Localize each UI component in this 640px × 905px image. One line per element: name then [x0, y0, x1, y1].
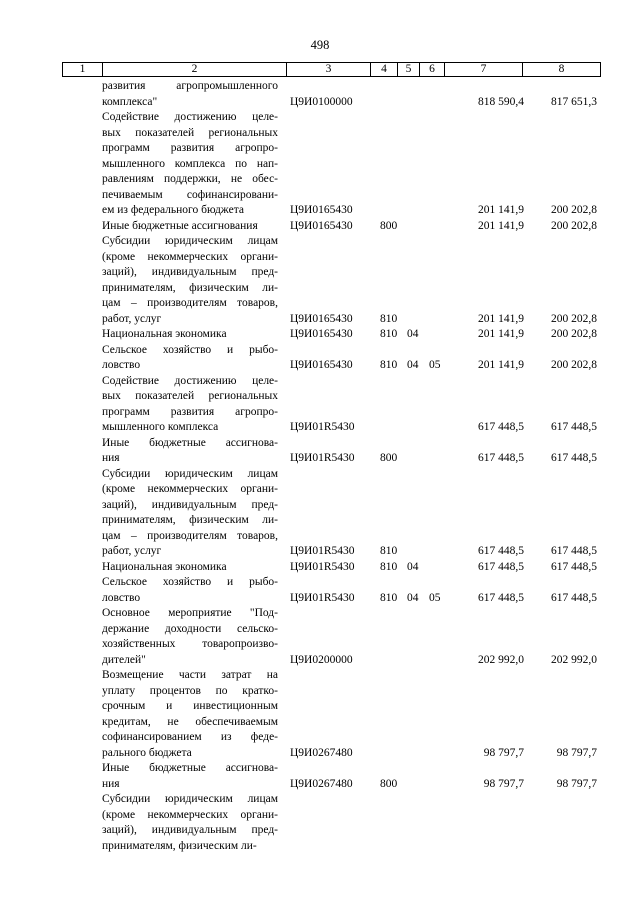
description-line: кредитам, не обеспечиваемым: [102, 715, 278, 728]
amount-col-7: 201 141,9: [478, 359, 524, 371]
description-line: Иные бюджетные ассигнова-: [102, 762, 278, 774]
row-description: [102, 436, 278, 467]
header-col-2: 2: [103, 63, 287, 77]
description-line: принимателям, физическим ли-: [102, 514, 278, 526]
budget-code: Ц9И01R5430: [290, 591, 355, 604]
description-line: Национальная экономика: [102, 328, 227, 340]
budget-code: Ц9И0200000: [290, 653, 353, 666]
description-line: держание доходности сельско-: [102, 622, 278, 635]
table-row: [0, 467, 640, 560]
row-description: [102, 79, 278, 110]
description-line: ловство: [102, 359, 141, 371]
amount-col-8: 202 992,0: [551, 653, 597, 666]
table-row: [0, 343, 640, 374]
description-line: Национальная экономика: [102, 560, 227, 573]
budget-code: Ц9И0165430: [290, 219, 353, 232]
header-col-8: 8: [523, 63, 601, 77]
subsection-code: 05: [429, 359, 441, 371]
amount-col-8: 98 797,7: [556, 777, 597, 790]
description-line: хозяйственных товаропроизво-: [102, 638, 278, 650]
amount-col-7: 201 141,9: [478, 312, 524, 325]
description-line: (кроме некоммерческих органи-: [102, 483, 278, 495]
description-line: Содействие достижению целе-: [102, 111, 278, 123]
budget-code: Ц9И01R5430: [290, 452, 355, 464]
description-line: ния: [102, 777, 120, 790]
description-line: мышленного комплекса: [102, 421, 219, 433]
budget-code: Ц9И0165430: [290, 312, 353, 325]
amount-col-7: 201 141,9: [478, 219, 524, 232]
amount-col-7: 617 448,5: [478, 545, 524, 557]
description-line: Субсидии юридическим лицам: [102, 793, 278, 805]
amount-col-8: 200 202,8: [551, 204, 597, 216]
row-description: [102, 761, 278, 792]
section-code: 04: [407, 359, 419, 371]
amount-col-8: 817 651,3: [551, 95, 597, 108]
budget-code: Ц9И0267480: [290, 777, 353, 790]
table-row: [0, 761, 640, 792]
row-description: [102, 668, 278, 761]
header-col-3: 3: [287, 63, 371, 77]
expense-type: 810: [380, 545, 398, 557]
expense-type: 810: [380, 591, 398, 604]
description-line: мышленного комплекса по нап-: [102, 157, 278, 170]
amount-col-7: 202 992,0: [478, 653, 524, 666]
row-description: [102, 234, 278, 327]
description-line: Основное мероприятие "Под-: [102, 607, 278, 619]
description-line: ем из федерального бюджета: [102, 204, 244, 216]
row-description: [102, 374, 278, 436]
description-line: вых показателей региональных: [102, 126, 278, 139]
expense-type: 810: [380, 359, 398, 371]
row-description: [102, 327, 278, 343]
description-line: Субсидии юридическим лицам: [102, 235, 278, 247]
budget-code: Ц9И01R5430: [290, 421, 355, 433]
description-line: равлениям поддержки, не обес-: [102, 173, 278, 185]
description-line: развития агропромышленного: [102, 80, 278, 92]
amount-col-8: 200 202,8: [551, 312, 597, 325]
description-line: дителей": [102, 653, 146, 666]
amount-col-7: 617 448,5: [478, 591, 524, 604]
description-line: (кроме некоммерческих органи-: [102, 808, 278, 821]
table-row: [0, 606, 640, 668]
description-line: Иные бюджетные ассигнования: [102, 219, 258, 232]
description-line: ния: [102, 452, 120, 464]
amount-col-8: 617 448,5: [551, 421, 597, 433]
amount-col-7: 98 797,7: [483, 777, 524, 790]
amount-col-8: 617 448,5: [551, 560, 597, 573]
budget-code: Ц9И01R5430: [290, 560, 355, 573]
table-row: [0, 560, 640, 576]
row-description: [102, 792, 278, 854]
description-line: вых показателей региональных: [102, 390, 278, 402]
section-code: 04: [407, 591, 419, 604]
table-row: [0, 792, 640, 854]
budget-code: Ц9И0100000: [290, 95, 353, 108]
amount-col-7: 818 590,4: [478, 95, 524, 108]
table-row: [0, 327, 640, 343]
amount-col-8: 617 448,5: [551, 545, 597, 557]
description-line: Субсидии юридическим лицам: [102, 467, 278, 480]
description-line: заций), индивидуальным пред-: [102, 266, 278, 278]
budget-code: Ц9И0267480: [290, 746, 353, 759]
amount-col-8: 200 202,8: [551, 219, 597, 232]
row-description: [102, 575, 278, 606]
amount-col-7: 617 448,5: [478, 452, 524, 464]
row-description: [102, 110, 278, 219]
description-line: Сельское хозяйство и рыбо-: [102, 343, 278, 356]
expense-type: 800: [380, 219, 398, 232]
header-col-4: 4: [371, 63, 398, 77]
amount-col-8: 617 448,5: [551, 452, 597, 464]
description-line: софинансированием из феде-: [102, 731, 278, 743]
page-number: 498: [310, 38, 330, 52]
description-line: принимателям, физическим ли-: [102, 281, 278, 294]
budget-code: Ц9И01R5430: [290, 545, 355, 557]
table-row: [0, 110, 640, 219]
description-line: уплату процентов по кратко-: [102, 684, 278, 697]
amount-col-8: 617 448,5: [551, 591, 597, 604]
description-line: (кроме некоммерческих органи-: [102, 250, 278, 263]
expense-type: 800: [380, 452, 398, 464]
section-code: 04: [407, 328, 419, 340]
budget-code: Ц9И0165430: [290, 328, 353, 340]
description-line: срочным и инвестиционным: [102, 700, 278, 712]
column-header-row: [62, 62, 601, 77]
budget-code: Ц9И0165430: [290, 359, 353, 371]
table-row: [0, 79, 640, 110]
amount-col-7: 617 448,5: [478, 560, 524, 573]
description-line: заций), индивидуальным пред-: [102, 824, 278, 836]
header-col-5: 5: [398, 63, 420, 77]
amount-col-8: 200 202,8: [551, 328, 597, 340]
amount-col-7: 201 141,9: [478, 204, 524, 216]
description-line: цам – производителям товаров,: [102, 297, 278, 309]
table-row: [0, 668, 640, 761]
budget-code: Ц9И0165430: [290, 204, 353, 216]
description-line: Содействие достижению целе-: [102, 374, 278, 387]
table-row: [0, 575, 640, 606]
description-line: программ развития агропро-: [102, 405, 278, 418]
description-line: принимателям, физическим ли-: [102, 839, 257, 852]
row-description: [102, 606, 278, 668]
row-description: [102, 560, 278, 576]
table-row: [0, 374, 640, 436]
description-line: печиваемым софинансировани-: [102, 188, 278, 201]
section-code: 04: [407, 560, 419, 573]
description-line: заций), индивидуальным пред-: [102, 498, 278, 511]
amount-col-7: 98 797,7: [483, 746, 524, 759]
header-col-1: 1: [63, 63, 103, 77]
row-description: [102, 219, 278, 235]
description-line: работ, услуг: [102, 545, 162, 557]
expense-type: 810: [380, 560, 398, 573]
description-line: рального бюджета: [102, 746, 192, 759]
expense-type: 810: [380, 328, 398, 340]
row-description: [102, 467, 278, 560]
header-col-6: 6: [420, 63, 445, 77]
amount-col-8: 98 797,7: [556, 746, 597, 759]
table-row: [0, 234, 640, 327]
description-line: Сельское хозяйство и рыбо-: [102, 576, 278, 588]
description-line: работ, услуг: [102, 312, 162, 325]
amount-col-8: 200 202,8: [551, 359, 597, 371]
budget-table-body: [0, 79, 640, 854]
expense-type: 810: [380, 312, 398, 325]
description-line: ловство: [102, 591, 141, 604]
description-line: цам – производителям товаров,: [102, 529, 278, 542]
subsection-code: 05: [429, 591, 441, 604]
description-line: Иные бюджетные ассигнова-: [102, 436, 278, 449]
header-col-7: 7: [445, 63, 523, 77]
description-line: Возмещение части затрат на: [102, 669, 278, 681]
table-row: [0, 219, 640, 235]
table-row: [0, 436, 640, 467]
amount-col-7: 617 448,5: [478, 421, 524, 433]
description-line: комплекса": [102, 95, 158, 108]
expense-type: 800: [380, 777, 398, 790]
row-description: [102, 343, 278, 374]
description-line: программ развития агропро-: [102, 142, 278, 154]
amount-col-7: 201 141,9: [478, 328, 524, 340]
